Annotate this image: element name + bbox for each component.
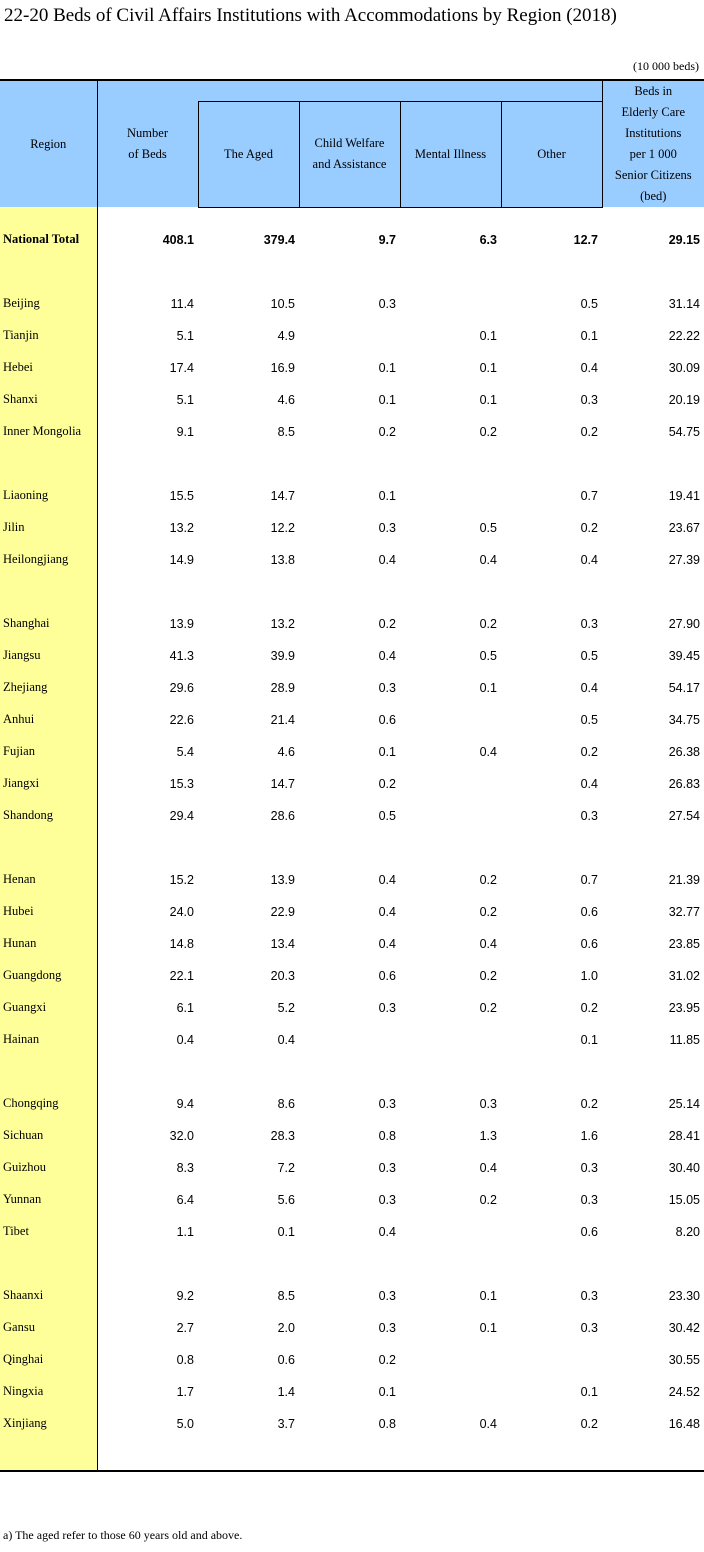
elderly-cell: 16.48 [668, 1416, 700, 1431]
header-spacer [198, 80, 602, 102]
beds-cell: 408.1 [162, 232, 194, 247]
child-cell: 0.3 [378, 1160, 396, 1175]
beds-cell: 14.8 [169, 936, 194, 951]
header-line: (bed) [640, 189, 667, 203]
mental-cell [400, 1376, 501, 1408]
region-cell: Xinjiang [0, 1408, 97, 1440]
other-cell: 0.6 [580, 1224, 598, 1239]
region-cell: Hunan [0, 928, 97, 960]
other-cell: 1.0 [580, 968, 598, 983]
other-cell: 0.4 [580, 552, 598, 567]
header-line: Beds in [634, 84, 673, 98]
beds-cell: 13.2 [169, 520, 194, 535]
other-cell: 0.2 [580, 1416, 598, 1431]
header-line: Elderly Care [621, 105, 685, 119]
other-cell: 0.2 [580, 520, 598, 535]
mental-cell: 0.4 [479, 1416, 497, 1431]
elderly-cell: 23.85 [668, 936, 700, 951]
elderly-cell: 22.22 [668, 328, 700, 343]
child-cell [299, 320, 400, 352]
table-row [0, 320, 704, 352]
other-cell: 12.7 [573, 232, 598, 247]
mental-cell: 0.1 [479, 392, 497, 407]
beds-cell: 5.1 [176, 328, 194, 343]
aged-cell: 14.7 [270, 776, 295, 791]
region-cell: National Total [0, 224, 97, 256]
header-line: and Assistance [312, 157, 387, 172]
table-row [0, 1344, 704, 1376]
elderly-cell: 30.42 [668, 1320, 700, 1335]
aged-cell: 8.6 [277, 1096, 295, 1111]
other-cell: 0.1 [580, 328, 598, 343]
elderly-cell: 20.19 [668, 392, 700, 407]
region-cell: Fujian [0, 736, 97, 768]
child-cell: 0.3 [378, 1000, 396, 1015]
other-cell: 1.6 [580, 1128, 598, 1143]
other-cell: 0.3 [580, 1192, 598, 1207]
table-row [0, 480, 704, 512]
mental-cell: 0.5 [479, 648, 497, 663]
beds-cell: 24.0 [169, 904, 194, 919]
beds-cell: 5.1 [176, 392, 194, 407]
child-cell: 0.3 [378, 1192, 396, 1207]
beds-cell: 13.9 [169, 616, 194, 631]
region-cell: Inner Mongolia [0, 416, 97, 448]
child-cell: 0.1 [378, 360, 396, 375]
mental-cell [400, 1344, 501, 1376]
table-row [0, 960, 704, 992]
child-cell: 0.4 [378, 872, 396, 887]
child-cell: 0.3 [378, 680, 396, 695]
beds-cell: 29.4 [169, 808, 194, 823]
region-cell: Jilin [0, 512, 97, 544]
child-cell: 0.2 [378, 776, 396, 791]
beds-cell: 15.2 [169, 872, 194, 887]
table-row [0, 1280, 704, 1312]
other-cell [501, 1344, 602, 1376]
elderly-cell: 8.20 [675, 1224, 700, 1239]
mental-cell: 0.2 [479, 616, 497, 631]
other-cell: 0.5 [580, 296, 598, 311]
child-cell: 0.4 [378, 1224, 396, 1239]
beds-cell: 2.7 [176, 1320, 194, 1335]
child-cell: 0.3 [378, 1096, 396, 1111]
mental-cell: 0.2 [479, 424, 497, 439]
elderly-cell: 31.02 [668, 968, 700, 983]
other-cell: 0.5 [580, 712, 598, 727]
table-row [0, 864, 704, 896]
region-cell: Henan [0, 864, 97, 896]
elderly-cell: 11.85 [669, 1032, 700, 1047]
other-cell: 0.4 [580, 680, 598, 695]
child-cell: 0.8 [378, 1128, 396, 1143]
region-cell: Shanghai [0, 608, 97, 640]
other-cell: 0.1 [580, 1384, 598, 1399]
region-cell: Shaanxi [0, 1280, 97, 1312]
elderly-cell: 30.40 [668, 1160, 700, 1175]
mental-cell [400, 800, 501, 832]
mental-cell: 0.1 [479, 328, 497, 343]
aged-cell: 16.9 [270, 360, 295, 375]
other-cell: 0.3 [580, 616, 598, 631]
mental-cell [400, 1216, 501, 1248]
region-cell: Hainan [0, 1024, 97, 1056]
header-line: Child Welfare [314, 136, 385, 151]
table-row [0, 736, 704, 768]
elderly-cell: 39.45 [668, 648, 700, 663]
spacer-row [0, 1248, 704, 1280]
region-cell: Liaoning [0, 480, 97, 512]
header-line: Number [127, 126, 168, 140]
beds-cell: 9.2 [176, 1288, 194, 1303]
other-cell: 0.2 [580, 1096, 598, 1111]
beds-cell: 29.6 [169, 680, 194, 695]
child-cell: 0.1 [378, 392, 396, 407]
aged-cell: 7.2 [277, 1160, 295, 1175]
region-cell: Anhui [0, 704, 97, 736]
aged-cell: 28.9 [270, 680, 295, 695]
header-child-welfare [299, 102, 400, 207]
table-row [0, 544, 704, 576]
aged-cell: 13.9 [270, 872, 295, 887]
table-row [0, 800, 704, 832]
spacer-row [0, 448, 704, 480]
spacer-row [0, 207, 704, 224]
region-cell: Jiangxi [0, 768, 97, 800]
child-cell: 0.4 [378, 552, 396, 567]
other-cell: 0.4 [580, 360, 598, 375]
child-cell: 0.5 [378, 808, 396, 823]
other-cell: 0.2 [580, 424, 598, 439]
mental-cell: 6.3 [479, 232, 497, 247]
beds-cell: 0.4 [176, 1032, 194, 1047]
beds-cell: 5.0 [176, 1416, 194, 1431]
table-row [0, 640, 704, 672]
mental-cell: 0.4 [479, 744, 497, 759]
table-row [0, 768, 704, 800]
table-row [0, 416, 704, 448]
table-row [0, 672, 704, 704]
other-cell: 0.3 [580, 808, 598, 823]
aged-cell: 28.3 [270, 1128, 295, 1143]
beds-cell: 41.3 [169, 648, 194, 663]
elderly-cell: 54.17 [668, 680, 700, 695]
child-cell: 0.1 [378, 488, 396, 503]
region-cell: Heilongjiang [0, 544, 97, 576]
table-header [0, 80, 704, 207]
mental-cell [400, 704, 501, 736]
other-cell: 0.3 [580, 1320, 598, 1335]
elderly-cell: 23.30 [668, 1288, 700, 1303]
region-cell: Tianjin [0, 320, 97, 352]
table-row [0, 384, 704, 416]
table-row [0, 992, 704, 1024]
header-aged: The Aged [198, 102, 299, 207]
aged-cell: 13.4 [270, 936, 295, 951]
table-row [0, 704, 704, 736]
other-cell: 0.7 [580, 488, 598, 503]
table-row [0, 928, 704, 960]
elderly-cell: 26.83 [668, 776, 700, 791]
table-row [0, 1376, 704, 1408]
child-cell: 0.4 [378, 936, 396, 951]
elderly-cell: 24.52 [668, 1384, 700, 1399]
child-cell: 0.3 [378, 296, 396, 311]
aged-cell: 3.7 [277, 1416, 295, 1431]
other-cell: 0.5 [580, 648, 598, 663]
aged-cell: 2.0 [277, 1320, 295, 1335]
mental-cell: 0.2 [479, 904, 497, 919]
table-row [0, 1408, 704, 1440]
table-row [0, 1120, 704, 1152]
beds-cell: 32.0 [169, 1128, 194, 1143]
spacer-row [0, 576, 704, 608]
table-row-national-total [0, 224, 704, 256]
aged-cell: 13.8 [270, 552, 295, 567]
aged-cell: 5.6 [277, 1192, 295, 1207]
other-cell: 0.3 [580, 1160, 598, 1175]
header-other: Other [501, 102, 602, 207]
table-row [0, 1312, 704, 1344]
header-line: Institutions [625, 126, 682, 140]
mental-cell: 0.2 [479, 968, 497, 983]
other-cell: 0.6 [580, 936, 598, 951]
mental-cell [400, 768, 501, 800]
child-cell: 0.3 [378, 520, 396, 535]
aged-cell: 4.9 [277, 328, 295, 343]
elderly-cell: 19.41 [668, 488, 700, 503]
elderly-cell: 21.39 [668, 872, 700, 887]
beds-cell: 14.9 [169, 552, 194, 567]
elderly-cell: 34.75 [668, 712, 700, 727]
beds-cell: 15.3 [169, 776, 194, 791]
elderly-cell: 31.14 [668, 296, 700, 311]
aged-cell: 0.6 [277, 1352, 295, 1367]
child-cell: 0.4 [378, 904, 396, 919]
elderly-cell: 27.90 [668, 616, 700, 631]
elderly-cell: 28.41 [668, 1128, 700, 1143]
aged-cell: 379.4 [263, 232, 295, 247]
mental-cell: 0.4 [479, 1160, 497, 1175]
elderly-cell: 29.15 [668, 232, 700, 247]
header-line: Senior Citizens [614, 168, 692, 182]
unit-label: (10 000 beds) [633, 59, 699, 73]
aged-cell: 1.4 [277, 1384, 295, 1399]
region-cell: Shanxi [0, 384, 97, 416]
beds-cell: 1.7 [176, 1384, 194, 1399]
beds-cell: 22.6 [169, 712, 194, 727]
table-row [0, 352, 704, 384]
aged-cell: 21.4 [270, 712, 295, 727]
aged-cell: 12.2 [270, 520, 295, 535]
elderly-cell: 27.39 [668, 552, 700, 567]
mental-cell: 0.2 [479, 872, 497, 887]
child-cell: 0.1 [378, 744, 396, 759]
mental-cell: 0.3 [479, 1096, 497, 1111]
beds-cell: 22.1 [169, 968, 194, 983]
region-cell: Chongqing [0, 1088, 97, 1120]
table-row [0, 1184, 704, 1216]
child-cell: 0.6 [378, 712, 396, 727]
spacer-row [0, 832, 704, 864]
aged-cell: 28.6 [270, 808, 295, 823]
table-row [0, 896, 704, 928]
page-title: 22-20 Beds of Civil Affairs Institutions with Accommodations by Region (2018) [4, 5, 617, 26]
aged-cell: 0.4 [277, 1032, 295, 1047]
aged-cell: 0.1 [277, 1224, 295, 1239]
aged-cell: 8.5 [277, 1288, 295, 1303]
header-region: Region [0, 80, 97, 207]
mental-cell: 0.1 [479, 680, 497, 695]
mental-cell: 0.4 [479, 552, 497, 567]
aged-cell: 39.9 [270, 648, 295, 663]
child-cell: 0.6 [378, 968, 396, 983]
header-elderly-beds [602, 80, 704, 207]
child-cell: 0.8 [378, 1416, 396, 1431]
mental-cell: 1.3 [479, 1128, 497, 1143]
mental-cell: 0.1 [479, 1288, 497, 1303]
region-cell: Hebei [0, 352, 97, 384]
other-cell: 0.6 [580, 904, 598, 919]
other-cell: 0.2 [580, 1000, 598, 1015]
child-cell: 0.2 [378, 424, 396, 439]
mental-cell: 0.1 [479, 360, 497, 375]
footnote: a) The aged refer to those 60 years old and above. [3, 1528, 243, 1542]
region-cell: Jiangsu [0, 640, 97, 672]
aged-cell: 14.7 [270, 488, 295, 503]
table-row [0, 1216, 704, 1248]
table-row [0, 1152, 704, 1184]
child-cell: 0.3 [378, 1320, 396, 1335]
elderly-cell: 26.38 [668, 744, 700, 759]
elderly-cell: 30.55 [668, 1352, 700, 1367]
child-cell: 0.2 [378, 1352, 396, 1367]
region-cell: Guangxi [0, 992, 97, 1024]
region-cell: Tibet [0, 1216, 97, 1248]
beds-cell: 11.4 [170, 296, 194, 311]
region-cell: Guizhou [0, 1152, 97, 1184]
region-cell: Sichuan [0, 1120, 97, 1152]
region-cell: Qinghai [0, 1344, 97, 1376]
elderly-cell: 15.05 [668, 1192, 700, 1207]
table-body [0, 207, 704, 1471]
beds-cell: 5.4 [176, 744, 194, 759]
spacer-row [0, 1440, 704, 1471]
child-cell: 0.4 [378, 648, 396, 663]
region-cell: Hubei [0, 896, 97, 928]
header-line: of Beds [128, 147, 167, 161]
region-cell: Yunnan [0, 1184, 97, 1216]
other-cell: 0.2 [580, 744, 598, 759]
mental-cell [400, 480, 501, 512]
mental-cell [400, 1024, 501, 1056]
mental-cell: 0.2 [479, 1192, 497, 1207]
spacer-row [0, 1056, 704, 1088]
other-cell: 0.4 [580, 776, 598, 791]
other-cell: 0.7 [580, 872, 598, 887]
elderly-cell: 32.77 [668, 904, 700, 919]
table-row [0, 608, 704, 640]
child-cell: 9.7 [378, 232, 396, 247]
elderly-cell: 27.54 [668, 808, 700, 823]
aged-cell: 5.2 [277, 1000, 295, 1015]
child-cell [299, 1024, 400, 1056]
elderly-cell: 23.95 [668, 1000, 700, 1015]
beds-cell: 0.8 [176, 1352, 194, 1367]
table-row [0, 1088, 704, 1120]
elderly-cell: 25.14 [668, 1096, 700, 1111]
region-cell: Shandong [0, 800, 97, 832]
beds-table [0, 79, 704, 1472]
aged-cell: 10.5 [270, 296, 295, 311]
elderly-cell: 30.09 [668, 360, 700, 375]
child-cell: 0.3 [378, 1288, 396, 1303]
beds-table-container [0, 79, 704, 1472]
mental-cell [400, 288, 501, 320]
aged-cell: 13.2 [270, 616, 295, 631]
beds-cell: 9.4 [176, 1096, 194, 1111]
aged-cell: 4.6 [277, 744, 295, 759]
beds-cell: 6.4 [176, 1192, 194, 1207]
beds-cell: 9.1 [176, 424, 194, 439]
header-number-of-beds [97, 80, 198, 207]
mental-cell: 0.2 [479, 1000, 497, 1015]
beds-cell: 1.1 [176, 1224, 194, 1239]
beds-cell: 6.1 [176, 1000, 194, 1015]
beds-cell: 15.5 [169, 488, 194, 503]
region-cell: Zhejiang [0, 672, 97, 704]
mental-cell: 0.4 [479, 936, 497, 951]
header-mental-illness: Mental Illness [400, 102, 501, 207]
other-cell: 0.3 [580, 392, 598, 407]
child-cell: 0.2 [378, 616, 396, 631]
mental-cell: 0.5 [479, 520, 497, 535]
region-cell: Gansu [0, 1312, 97, 1344]
table-row [0, 512, 704, 544]
elderly-cell: 54.75 [668, 424, 700, 439]
beds-cell: 8.3 [176, 1160, 194, 1175]
aged-cell: 22.9 [270, 904, 295, 919]
aged-cell: 4.6 [277, 392, 295, 407]
mental-cell: 0.1 [479, 1320, 497, 1335]
other-cell: 0.3 [580, 1288, 598, 1303]
header-line: per 1 000 [629, 147, 677, 161]
region-cell: Guangdong [0, 960, 97, 992]
table-row [0, 1024, 704, 1056]
child-cell: 0.1 [378, 1384, 396, 1399]
aged-cell: 8.5 [277, 424, 295, 439]
elderly-cell: 23.67 [668, 520, 700, 535]
spacer-row [0, 256, 704, 288]
region-cell: Beijing [0, 288, 97, 320]
aged-cell: 20.3 [270, 968, 295, 983]
other-cell: 0.1 [580, 1032, 598, 1047]
beds-cell: 17.4 [169, 360, 194, 375]
table-row [0, 288, 704, 320]
region-cell: Ningxia [0, 1376, 97, 1408]
